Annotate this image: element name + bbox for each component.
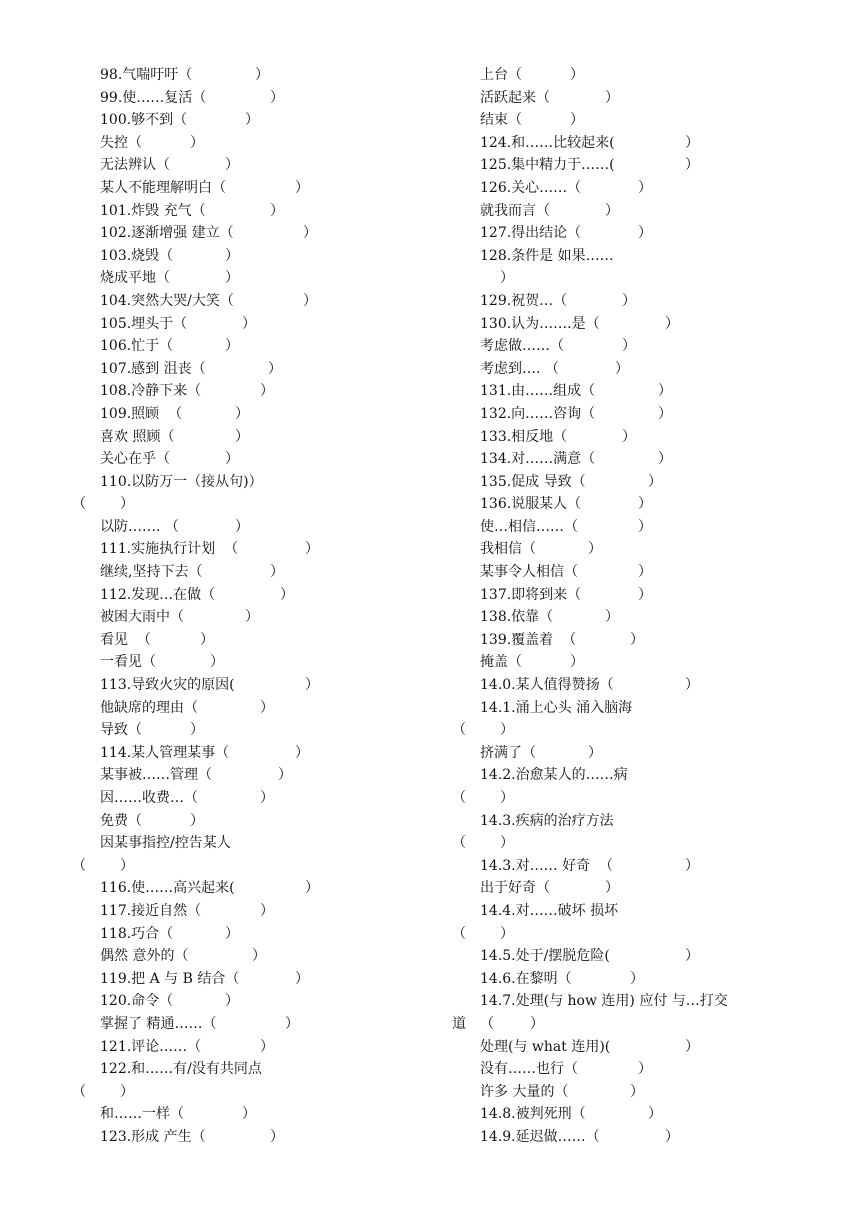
left-line — [100, 810, 440, 833]
line-text: 出于好奇（ — [480, 880, 550, 897]
line-text: 一看见（ — [100, 654, 156, 671]
close-paren: ） — [638, 225, 652, 242]
close-paren: ） — [280, 586, 294, 603]
open-paren: （ — [72, 857, 86, 874]
right-line — [480, 335, 810, 358]
line-text: 14.9.延迟做……（ — [480, 1128, 600, 1145]
close-paren: ） — [685, 1038, 699, 1055]
right-line — [480, 719, 810, 742]
right-line — [480, 832, 810, 855]
line-text: 失控（ — [100, 134, 142, 151]
right-line — [480, 561, 810, 584]
close-paren: ） — [190, 812, 204, 829]
right-line — [480, 448, 810, 471]
line-text: 118.巧合（ — [100, 925, 174, 942]
close-paren: ） — [260, 902, 274, 919]
line-text: 14.3.疾病的治疗方法 — [480, 812, 614, 829]
line-text: 结束（ — [480, 112, 522, 129]
right-column — [480, 64, 810, 1149]
line-text: 偶然 意外的（ — [100, 948, 189, 965]
close-paren: ） — [570, 654, 584, 671]
left-line — [100, 358, 440, 381]
left-line — [100, 200, 440, 223]
left-line — [100, 990, 440, 1013]
close-paren: ） — [500, 790, 514, 806]
line-text: 98.气喘吁吁（ — [100, 67, 193, 83]
close-paren: ） — [622, 338, 636, 355]
left-line — [100, 945, 440, 968]
close-paren: ） — [305, 677, 319, 694]
line-text: 126.关心……（ — [480, 179, 582, 196]
left-line — [100, 606, 440, 629]
close-paren: ） — [242, 1106, 256, 1123]
close-paren: ） — [235, 405, 249, 422]
line-text: 119.把 A 与 B 结合（ — [100, 970, 240, 987]
close-paren: ） — [260, 699, 274, 716]
line-text: 120.命令（ — [100, 993, 174, 1010]
close-paren: ） — [570, 67, 584, 83]
left-line — [100, 968, 440, 991]
right-line — [480, 516, 810, 539]
right-line — [480, 493, 810, 516]
line-text: 掌握了 精通……（ — [100, 1015, 217, 1032]
line-text: 114.某人管理某事（ — [100, 744, 230, 761]
close-paren: ） — [295, 179, 309, 196]
close-paren: ） — [638, 518, 652, 535]
line-text: 和……一样（ — [100, 1106, 184, 1123]
line-text: 99.使……复活（ — [100, 89, 207, 106]
right-line — [480, 651, 810, 674]
line-text: 因某事指控/控告某人 — [100, 835, 231, 852]
line-text: 107.感到 沮丧（ — [100, 360, 206, 377]
left-line — [100, 64, 440, 87]
line-text: 113.导致火灾的原因( — [100, 677, 235, 694]
line-text: 111.实施执行计划 （ — [100, 541, 239, 558]
close-paren: ） — [615, 360, 629, 377]
line-text: 131.由……组成（ — [480, 383, 596, 400]
left-line — [100, 764, 440, 787]
close-paren: ） — [500, 270, 514, 287]
close-paren: ） — [685, 857, 699, 874]
line-text: （ — [480, 1015, 494, 1032]
line-text: 135.促成 导致（ — [480, 473, 586, 490]
wrap-fragment: （ — [452, 790, 466, 806]
right-line — [480, 697, 810, 720]
close-paren: ） — [630, 970, 644, 987]
left-line — [100, 561, 440, 584]
left-line — [100, 87, 440, 110]
line-text: 110.以防万一（接从句)） — [100, 473, 263, 490]
left-line — [100, 267, 440, 290]
left-line — [100, 538, 440, 561]
close-paren: ） — [260, 790, 274, 806]
line-text: 14.4.对……破坏 损坏 — [480, 902, 619, 919]
left-line — [100, 877, 440, 900]
close-paren: ） — [665, 315, 679, 332]
wrap-fragment: （ — [452, 925, 466, 942]
close-paren: ） — [120, 857, 134, 874]
right-line — [480, 923, 810, 946]
line-text: 我相信（ — [480, 541, 536, 558]
right-line — [480, 764, 810, 787]
left-line — [100, 132, 440, 155]
close-paren: ） — [260, 383, 274, 400]
close-paren: ） — [605, 880, 619, 897]
right-line — [480, 87, 810, 110]
line-text: 129.祝贺…（ — [480, 292, 568, 309]
line-text: 考虑到…. （ — [480, 360, 559, 377]
line-text: 以防……. （ — [100, 518, 179, 535]
line-text: 133.相反地（ — [480, 428, 568, 445]
right-line — [480, 358, 810, 381]
line-text: 继续,坚持下去（ — [100, 564, 203, 581]
line-text: 上台（ — [480, 67, 522, 83]
close-paren: ） — [285, 1015, 299, 1032]
left-line — [100, 154, 440, 177]
left-line — [100, 335, 440, 358]
close-paren: ） — [260, 1038, 274, 1055]
right-line — [480, 1126, 810, 1149]
line-text: 14.2.治愈某人的……病 — [480, 767, 628, 784]
wrap-fragment: 道 — [452, 1015, 466, 1032]
left-line — [72, 493, 440, 516]
line-text: 没有……也行（ — [480, 1061, 578, 1078]
close-paren: ） — [245, 609, 259, 626]
close-paren: ） — [685, 677, 699, 694]
wrap-fragment: （ — [452, 835, 466, 852]
left-line — [100, 403, 440, 426]
close-paren: ） — [500, 835, 514, 852]
close-paren: ） — [270, 202, 284, 219]
close-paren: ） — [685, 157, 699, 174]
left-line — [100, 832, 466, 855]
right-line — [480, 245, 810, 268]
open-paren: （ — [72, 1083, 86, 1100]
line-text: 103.烧毁（ — [100, 247, 174, 264]
line-text: 130.认为…….是（ — [480, 315, 600, 332]
close-paren: ） — [242, 315, 256, 332]
close-paren: ） — [225, 157, 239, 174]
line-text: 14.1.涌上心头 涌入脑海 — [480, 699, 633, 716]
close-paren: ） — [268, 360, 282, 377]
right-line — [480, 403, 810, 426]
line-text: 109.照顾 （ — [100, 405, 183, 422]
right-line — [480, 177, 810, 200]
line-text: 被困大雨中（ — [100, 609, 184, 626]
close-paren: ） — [235, 518, 249, 535]
line-text: 关心在乎（ — [100, 451, 170, 468]
left-line — [100, 109, 440, 132]
line-text: 他缺席的理由（ — [100, 699, 198, 716]
line-text: 14.8.被判死刑（ — [480, 1106, 586, 1123]
close-paren: ） — [210, 654, 224, 671]
line-text: 128.条件是 如果…… — [480, 247, 614, 264]
left-line — [100, 448, 440, 471]
close-paren: ） — [500, 722, 514, 739]
line-text: 117.接近自然（ — [100, 902, 202, 919]
close-paren: ） — [658, 451, 672, 468]
right-line — [480, 380, 810, 403]
left-line — [100, 1013, 466, 1036]
close-paren: ） — [190, 722, 204, 739]
line-text: 某人不能理解明白（ — [100, 179, 226, 196]
line-text: 掩盖（ — [480, 654, 522, 671]
right-line — [480, 154, 810, 177]
line-text: 某事被……管理（ — [100, 767, 212, 784]
close-paren: ） — [638, 179, 652, 196]
right-line — [480, 810, 810, 833]
line-text: 活跃起来（ — [480, 89, 550, 106]
line-text: 105.埋头于（ — [100, 315, 188, 332]
line-text: 125.集中精力于……( — [480, 157, 615, 174]
close-paren: ） — [648, 1106, 662, 1123]
line-text: 123.形成 产生（ — [100, 1128, 206, 1145]
left-line — [100, 177, 440, 200]
right-line — [480, 313, 810, 336]
close-paren: ） — [225, 247, 239, 264]
line-text: 108.冷静下来（ — [100, 383, 202, 400]
close-paren: ） — [685, 134, 699, 151]
left-line — [100, 787, 466, 810]
close-paren: ） — [120, 1083, 134, 1100]
right-line — [480, 222, 810, 245]
line-text: 104.突然大哭/大笑（ — [100, 292, 234, 309]
left-line — [100, 742, 440, 765]
left-line — [100, 516, 440, 539]
right-line — [480, 1081, 810, 1104]
line-text: 124.和……比较起来( — [480, 134, 615, 151]
close-paren: ） — [270, 1128, 284, 1145]
line-text: 138.依靠（ — [480, 609, 554, 626]
line-text: 112.发现…在做（ — [100, 586, 216, 603]
close-paren: ） — [685, 948, 699, 965]
right-line — [480, 990, 810, 1013]
close-paren: ） — [200, 631, 214, 648]
left-line — [72, 855, 440, 878]
line-text: 102.逐渐增强 建立（ — [100, 225, 234, 242]
close-paren: ） — [305, 541, 319, 558]
left-line — [100, 629, 440, 652]
right-line — [480, 64, 810, 87]
close-paren: ） — [225, 270, 239, 287]
left-line — [100, 1036, 440, 1059]
close-paren: ） — [500, 925, 514, 942]
right-line — [480, 132, 810, 155]
close-paren: ） — [622, 428, 636, 445]
line-text: 139.覆盖着 （ — [480, 631, 577, 648]
line-text: 14.6.在黎明（ — [480, 970, 572, 987]
close-paren: ） — [278, 767, 292, 784]
line-text: 导致（ — [100, 722, 142, 739]
right-line — [480, 1103, 810, 1126]
close-paren: ） — [245, 112, 259, 129]
right-line — [480, 945, 810, 968]
left-line — [100, 313, 440, 336]
left-line — [100, 222, 440, 245]
close-paren: ） — [295, 970, 309, 987]
close-paren: ） — [120, 496, 134, 513]
close-paren: ） — [605, 202, 619, 219]
right-line — [480, 471, 810, 494]
left-line — [100, 426, 440, 449]
close-paren: ） — [588, 744, 602, 761]
right-line — [480, 877, 810, 900]
right-line — [480, 629, 810, 652]
close-paren: ） — [235, 428, 249, 445]
right-line — [480, 267, 810, 290]
right-line — [480, 787, 810, 810]
close-paren: ） — [638, 564, 652, 581]
line-text: 免费（ — [100, 812, 142, 829]
line-text: 100.够不到（ — [100, 112, 188, 129]
right-line — [480, 200, 810, 223]
close-paren: ） — [255, 67, 269, 83]
right-line — [480, 606, 810, 629]
close-paren: ） — [303, 225, 317, 242]
close-paren: ） — [225, 338, 239, 355]
line-text: 121.评论……（ — [100, 1038, 202, 1055]
close-paren: ） — [605, 89, 619, 106]
line-text: 134.对……满意（ — [480, 451, 596, 468]
close-paren: ） — [303, 292, 317, 309]
right-line — [480, 855, 810, 878]
line-text: 14.3.对…… 好奇 （ — [480, 857, 613, 874]
left-line — [100, 651, 440, 674]
line-text: 喜欢 照顾（ — [100, 428, 175, 445]
left-column — [72, 64, 466, 1149]
left-line — [100, 719, 466, 742]
line-text: 某事令人相信（ — [480, 564, 578, 581]
close-paren: ） — [305, 880, 319, 897]
wrap-fragment: （ — [452, 722, 466, 739]
line-text: 116.使……高兴起来( — [100, 880, 235, 897]
line-text: 无法辨认（ — [100, 157, 170, 174]
close-paren: ） — [190, 134, 204, 151]
line-text: 烧成平地（ — [100, 270, 170, 287]
line-text: 考虑做……（ — [480, 338, 564, 355]
line-text: 14.0.某人值得赞扬（ — [480, 677, 614, 694]
close-paren: ） — [665, 1128, 679, 1145]
line-text: 122.和……有/没有共同点 — [100, 1061, 262, 1078]
close-paren: ） — [605, 609, 619, 626]
line-text: 137.即将到来（ — [480, 586, 582, 603]
close-paren: ） — [270, 89, 284, 106]
close-paren: ） — [638, 586, 652, 603]
left-line — [100, 1058, 440, 1081]
left-line — [72, 1081, 440, 1104]
close-paren: ） — [252, 948, 266, 965]
line-text: 就我而言（ — [480, 202, 550, 219]
right-line — [480, 584, 810, 607]
left-line — [100, 245, 440, 268]
line-text: 132.向……咨询（ — [480, 405, 596, 422]
line-text: 许多 大量的（ — [480, 1083, 569, 1100]
line-text: 处理(与 what 连用)( — [480, 1038, 611, 1055]
right-line — [480, 1013, 810, 1036]
right-line — [480, 1058, 810, 1081]
left-line — [100, 900, 440, 923]
right-line — [480, 900, 810, 923]
open-paren: （ — [72, 496, 86, 513]
line-text: 14.7.处理(与 how 连用) 应付 与…打交 — [480, 993, 728, 1010]
right-line — [480, 538, 810, 561]
right-line — [480, 109, 810, 132]
close-paren: ） — [648, 473, 662, 490]
left-line — [100, 1126, 440, 1149]
left-line — [100, 1103, 440, 1126]
close-paren: ） — [225, 993, 239, 1010]
close-paren: ） — [622, 292, 636, 309]
right-line — [480, 426, 810, 449]
line-text: 因……收费…（ — [100, 790, 198, 806]
line-text: 使…相信……（ — [480, 518, 578, 535]
line-text: 136.说服某人（ — [480, 496, 582, 513]
close-paren: ） — [638, 1061, 652, 1078]
line-text: 106.忙于（ — [100, 338, 174, 355]
close-paren: ） — [630, 631, 644, 648]
left-line — [100, 674, 440, 697]
right-line — [480, 290, 810, 313]
left-line — [100, 471, 440, 494]
left-line — [100, 290, 440, 313]
close-paren: ） — [638, 496, 652, 513]
close-paren: ） — [658, 383, 672, 400]
close-paren: ） — [530, 1015, 544, 1032]
left-line — [100, 380, 440, 403]
right-line — [480, 742, 810, 765]
close-paren: ） — [658, 405, 672, 422]
close-paren: ） — [295, 744, 309, 761]
left-line — [100, 697, 440, 720]
right-line — [480, 968, 810, 991]
close-paren: ） — [225, 925, 239, 942]
line-text: 101.炸毁 充气（ — [100, 202, 206, 219]
right-line — [480, 674, 810, 697]
close-paren: ） — [588, 541, 602, 558]
line-text: 127.得出结论（ — [480, 225, 582, 242]
line-text: 看见 （ — [100, 631, 151, 648]
close-paren: ） — [270, 564, 284, 581]
close-paren: ） — [630, 1083, 644, 1100]
close-paren: ） — [225, 451, 239, 468]
line-text: 挤满了（ — [480, 744, 536, 761]
right-line — [480, 1036, 810, 1059]
left-line — [100, 923, 466, 946]
line-text: 14.5.处于/摆脱危险( — [480, 948, 610, 965]
left-line — [100, 584, 440, 607]
close-paren: ） — [570, 112, 584, 129]
